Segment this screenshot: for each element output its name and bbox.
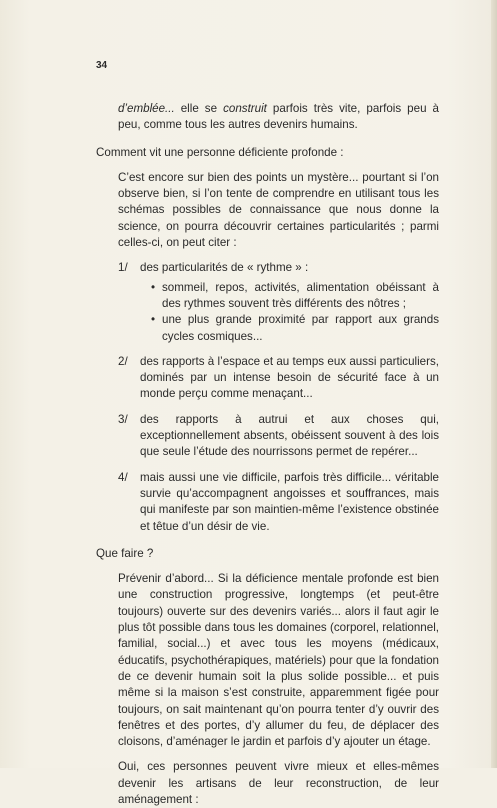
numbered-item-4 [96, 470, 439, 535]
item-text: des particularités de « rythme » : [140, 261, 309, 275]
intro-rest: parfois très vite, parfois peu à peu, comme tous les autres devenirs humains. [118, 102, 439, 132]
item-number: 3/ [118, 412, 128, 426]
item-number: 1/ [118, 261, 128, 275]
page-edge [491, 0, 497, 768]
intro-mid: elle se [174, 102, 224, 115]
paragraph-oui: Oui, ces personnes peuvent vivre mieux et elles-mêmes devenir les artisans de leur reconstruction, de leur aménagement : [118, 760, 439, 806]
emphasis-construit: construit [223, 102, 267, 115]
question-heading-2: Que faire ? [96, 546, 154, 560]
bullet-list [118, 280, 439, 345]
question-heading-1: Comment vit une personne déficiente profonde : [96, 145, 344, 159]
paragraph-mystery: C’est encore sur bien des points un mystère... pourtant si l’on observe bien, si l’on tente de comprendre en utilisant tous les schémas possibles de connaissance que nous donne la science, on pourra découvrir certaines particularités ; parmi celles-ci, on peut citer : [118, 170, 439, 250]
body-text [96, 101, 439, 808]
numbered-item-2 [96, 354, 439, 403]
item-number: 4/ [118, 470, 128, 484]
item-text: mais aussi une vie difficile, parfois très difficile... véritable survie qu’accompagnent angoisses et souffrances, mais qui manifeste par son maintien-même l’existence obstinée et têtue d’un désir de vie. [140, 470, 439, 533]
item-text: des rapports à l’espace et au temps eux aussi particuliers, dominés par un intense besoin de sécurité face à un monde perçu comme menaçant... [140, 354, 439, 401]
paragraph-prevenir: Prévenir d’abord... Si la déficience mentale profonde est bien une construction progressive, longtemps (et peut-être toujours) ouverte sur des devenirs variés... alors il faut agir le plus tôt possible dans tous les domaines (corporel, relationnel, familial, social...) et avec tous les moyens (médicaux, éducatifs, psychothérapiques, matériels) pour que la fondation de ce devenir humain soit la plus solide possible... et puis même si la maison s’est construite, apparemment figée pour toujours, on sait maintenant qu’on pourra tenter d’y ouvrir des fenêtres et des portes, d’y allumer du feu, de déplacer des cloisons, d’aménager le jardin et parfois d’y ajouter un étage. [118, 572, 439, 749]
numbered-item-3 [96, 412, 439, 461]
item-text: des rapports à autrui et aux choses qui, exceptionnellement absents, obéissent souvent à des lois que seule l’étude des nourrissons permet de repérer... [140, 412, 439, 459]
paragraph-intro [96, 101, 439, 134]
emphasis-demblee: d’emblée... [118, 102, 175, 115]
item-number: 2/ [118, 354, 128, 368]
page-number: 34 [96, 60, 108, 71]
numbered-item-1 [96, 260, 439, 344]
bullet-item: • sommeil, repos, activités, alimentation obéissant à des rythmes souvent très différents des nôtres ; [162, 280, 439, 313]
bullet-item: • une plus grande proximité par rapport aux grands cycles cosmiques... [162, 312, 439, 345]
